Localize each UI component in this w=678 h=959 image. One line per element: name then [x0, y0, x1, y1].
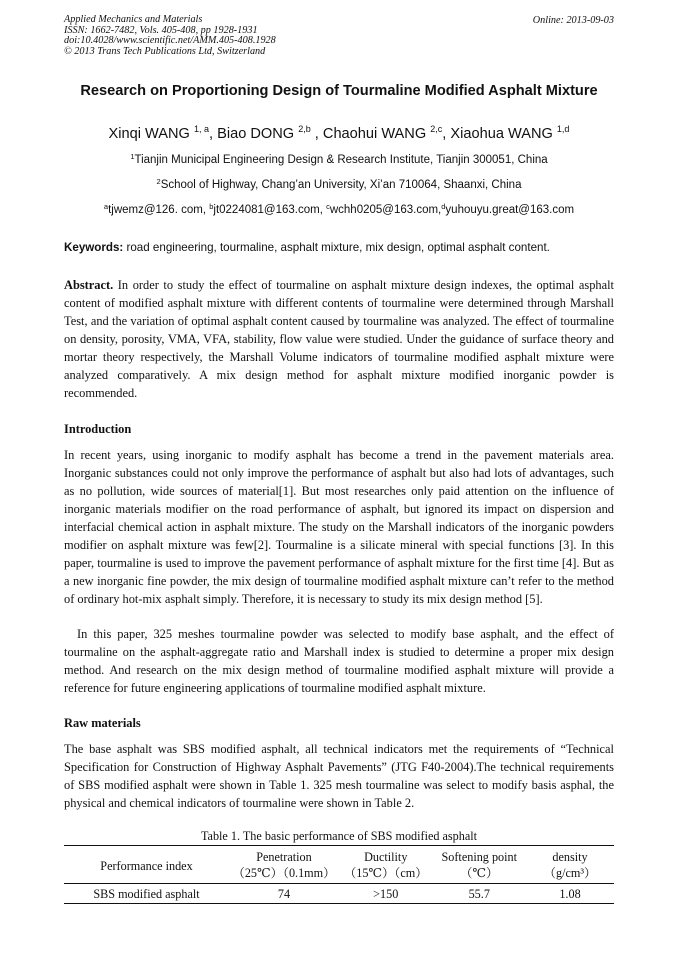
table-header-cell: Penetration [229, 846, 339, 866]
author-name: Xinqi WANG [108, 126, 190, 142]
raw-materials-paragraph: The base asphalt was SBS modified asphalt, all technical indicators met the requirements of “Technical Specification for Construction of Highway Asphalt Pavements” (JTG F40-2004).The technical requirements of SBS modified asphalt were shown in Table 1. 325 mesh tourmaline was select to modify basis asphal, the physical and chemical indicators of tourmaline were shown in Table 2. [64, 742, 614, 810]
email-sup: c [326, 202, 330, 211]
table-header-cell: density [526, 846, 614, 866]
journal-meta [64, 15, 276, 57]
email-link[interactable]: wchh0205@163.com, [329, 204, 442, 216]
table-caption: Table 1. The basic performance of SBS modified asphalt [200, 829, 478, 843]
table-header-cell: Ductility [339, 846, 433, 866]
email-link[interactable]: yuhouyu.great@163.com [445, 204, 575, 216]
table-header-cell: Performance index [64, 846, 229, 884]
table-cell: 55.7 [433, 884, 527, 904]
affiliation-1 [64, 154, 614, 166]
keywords-text: road engineering, tourmaline, asphalt mixture, mix design, optimal asphalt content. [123, 241, 550, 254]
affiliation-text: Tianjin Municipal Engineering Design & Research Institute, Tianjin 300051, China [134, 154, 548, 166]
keywords-label: Keywords: [64, 241, 124, 254]
abstract-label: Abstract. [64, 278, 114, 292]
abstract [64, 276, 614, 402]
email-sup: d [441, 202, 446, 211]
email-sup: b [209, 202, 214, 211]
paper-title: Research on Proportioning Design of Tourmaline Modified Asphalt Mixture [80, 83, 598, 99]
table-cell: >150 [339, 884, 433, 904]
issn-line: ISSN: 1662-7482, Vols. 405-408, pp 1928-1931 [64, 24, 258, 36]
author-list: Xinqi WANG $^{1, a}$, Biao DONG $^{2,b}$ , Chaohui WANG $^{2,c}$, Xiaohua WANG $^{1,d}$ [108, 124, 570, 142]
affiliation-text: School of Highway, Chang’an University, Xi’an 710064, Shaanxi, China [160, 179, 522, 191]
table-header-unit: （℃） [433, 865, 527, 884]
email-link[interactable]: jt0224081@163.com, [213, 204, 327, 216]
author-sup: 1,d [556, 124, 570, 134]
table-row [64, 884, 614, 904]
table-header-unit: （15℃）（cm） [339, 865, 433, 884]
author-name: Biao DONG [217, 126, 295, 142]
journal-name: Applied Mechanics and Materials [64, 14, 203, 25]
keywords [64, 241, 614, 254]
section-heading-raw-materials: Raw materials [64, 716, 141, 730]
online-date: Online: 2013-09-03 [532, 15, 614, 26]
introduction-paragraph-1: In recent years, using inorganic to modify asphalt has become a trend in the pavement materials area. Inorganic substances could not only improve the performance of asphalt but also had lots of advantages, such as no pollution, wide sources of material[1]. But most researches only paid attention on the influence of inorganic materials modifier on the road performance of asphalt, but ignored its impact on dispersion and interfacial chemical action in asphalt mixture. The study on the Marshall indicators of the inorganic powders modifier on asphalt mixture was few[2]. Tourmaline is a silicate mineral with special functions [3]. In this paper, tourmaline is used to improve the pavement performance of asphalt mixture for the first time [4]. But as a new inorganic fine powder, the mix design of tourmaline modified asphalt mixture can’t refer to the method of ordinary hot-mix asphalt simply. Therefore, it is necessary to study its mix design method [5]. [64, 448, 614, 606]
table-header-unit: （g/cm³） [526, 865, 614, 884]
doi-line[interactable]: doi:10.4028/www.scientific.net/AMM.405-408.1928 [64, 35, 276, 47]
abstract-text: In order to study the effect of tourmaline on asphalt mixture design indexes, the optimal asphalt content of modified asphalt mixture with different contents of tourmaline were determined through Marshall Test, and the variation of optimal asphalt content caused by tourmaline was analyzed. The effect of tourmaline on density, porosity, VMA, VFA, stability, flow value were studied. Under the guidance of surface theory and mortar theory respectively, the Marshall Volume indicators of tourmaline modified asphalt mixture were analyzed comparatively. A mix design method for asphalt mixture modified inorganic powder is recommended. [64, 278, 614, 400]
table-cell: 74 [229, 884, 339, 904]
author-sup: 2,c [430, 124, 443, 134]
author-name: Xiaohua WANG [450, 126, 553, 142]
performance-table [64, 845, 614, 904]
affiliation-2 [64, 179, 614, 191]
copyright-line: © 2013 Trans Tech Publications Ltd, Switzerland [64, 45, 266, 57]
table-cell: SBS modified asphalt [64, 884, 229, 904]
table-cell: 1.08 [526, 884, 614, 904]
introduction-paragraph-2: In this paper, 325 meshes tourmaline powder was selected to modify base asphalt, and the effect of tourmaline on the asphalt-aggregate ratio and Marshall index is studied to determine a proper mix design method. And research on the mix design method of tourmaline modified asphalt mixture will provide a reference for future engineering applications of tourmaline modified asphalt mixture. [64, 627, 614, 695]
email-sup: a [103, 202, 109, 211]
table-header-cell: Softening point [433, 846, 527, 866]
section-heading-introduction: Introduction [64, 422, 132, 436]
affiliation-sup: 1 [130, 152, 135, 161]
affiliation-sup: 2 [156, 177, 161, 186]
author-sup: 1, a [193, 124, 209, 134]
table-header-unit: （25℃）（0.1mm） [229, 865, 339, 884]
email-list [64, 204, 614, 216]
author-name: Chaohui WANG [322, 126, 427, 142]
author-sup: 2,b [298, 124, 311, 134]
email-link[interactable]: tjwemz@126. com, [108, 204, 210, 216]
